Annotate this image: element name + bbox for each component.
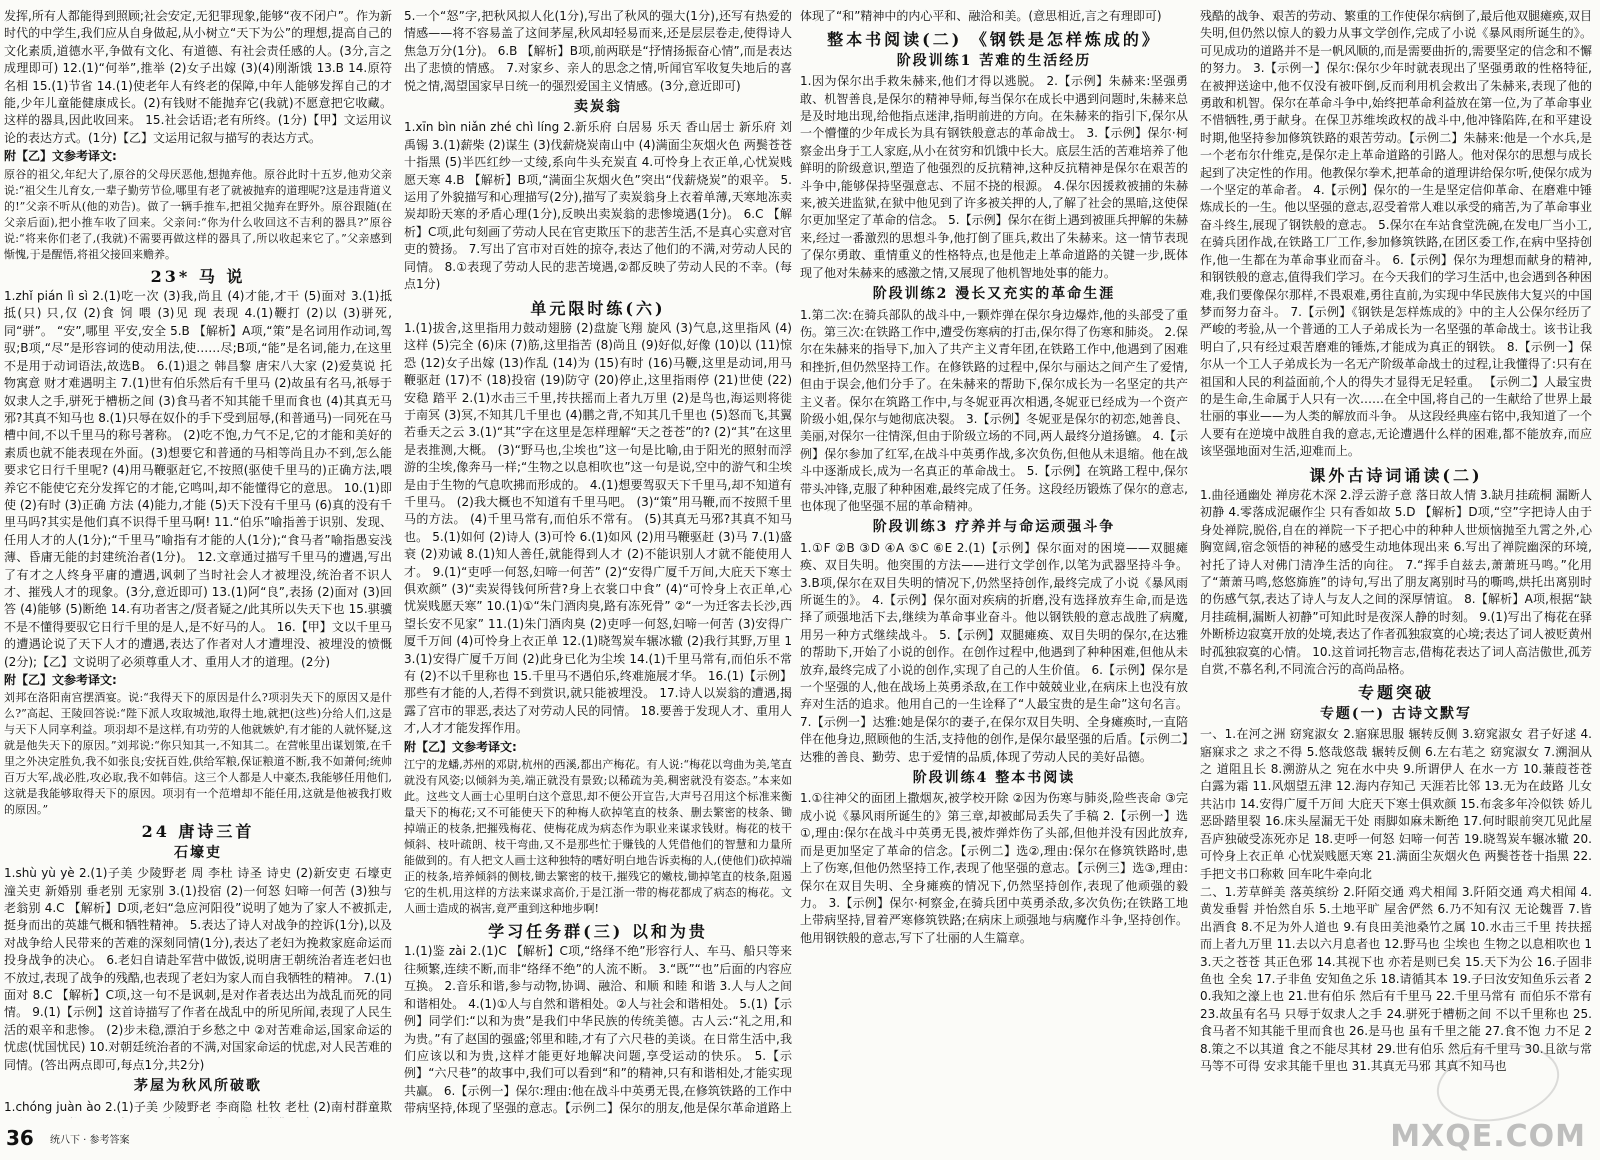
translation-label: 附【乙】文参考译文:	[4, 673, 117, 687]
answer-text: 一、1.在河之洲 窈窕淑女 2.寤寐思服 辗转反侧 3.窈窕淑女 君子好逑 4.寤寐求之 求之不得 5.悠哉悠哉 辗转反侧 6.左右芼之 窈窕淑女 7.溯洄从之 道阻且长 8.溯游从之 宛在水中央 9.所谓伊人 在水一方 10.蒹葭苍苍 白露为霜 11.风烟望五津 12.海内存知己 天涯若比邻 13.无为在歧路 儿女共沾巾 14.安得广厦千万间 大庇天下寒士俱欢颜 15.布衾多年冷似铁 娇儿恶卧踏里裂 16.床头屋漏无干处 雨脚如麻未断绝 17.何时眼前突兀见此屋 吾庐独破受冻死亦足 18.吏呼一何怒 妇啼一何苦 19.晓驾炭车辗冰辙 20.可怜身上衣正单 心忧炭贱愿天寒 21.满面尘灰烟火色 两鬓苍苍十指黑 22.手把文书口称敕 回车叱牛牵向北	[1200, 727, 1592, 881]
translation-label: 附【乙】文参考译文:	[4, 149, 117, 164]
answer-text: 1.①往神父的面团上撒烟灰,被学校开除 ②因为伤寒与肺炎,险些丧命 ③完成小说《暴风雨所诞生的》第三章,却被邮局丢失了手稿 2.【示例一】选①,理由:保尔在战斗中英勇无畏,被炸弹炸伤了头部,但他并没有因此放弃,而是更加坚定了革命的信念。【示例二】选②,理由:保尔在修筑铁路时,患上了伤寒,但他仍然坚持工作,表现了他坚强的意志。【示例三】选③,理由:保尔在双目失明、全身瘫痪的情况下,仍然坚持创作,表现了他顽强的毅力。 3.【示例】保尔·柯察金,在骑兵团中英勇杀敌,多次负伤;在铁路工地上带病坚持,冒着严寒修筑铁路;在病床上顽强地与病魔作斗争,坚持创作。他用钢铁般的意志,写下了壮丽的人生篇章。	[800, 791, 1188, 945]
poem-title: 石壕吏	[174, 844, 222, 861]
book-reading-title: 整本书阅读(二) 《钢铁是怎样炼成的》	[827, 30, 1161, 50]
stage-title: 阶段训练4 整本书阅读	[912, 770, 1076, 787]
special-topic-title: 专题突破	[1357, 683, 1434, 703]
answer-text: 1.曲径通幽处 禅房花木深 2.浮云游子意 落日故人情 3.缺月挂疏桐 漏断人初静 4.零落成泥碾作尘 只有香如故 5.D 【解析】D项,“空”字把诗人由于身处禅院,脱俗,自在的禅院一下子把心中的种种人世烦恼抛至九霄之外,心胸宽阔,宿念领悟的神秘的感受生动地体现出来 6.写出了禅院幽深的环境,衬托了诗人对佛门清净生活的向往。 7.“挥手自兹去,萧萧班马鸣。”化用了“萧萧马鸣,悠悠旆旌”的诗句,写出了朋友离别时马的嘶鸣,烘托出离别时的伤感气氛,表达了诗人与友人之间的深厚情谊。 8.【解析】A项,根据“缺月挂疏桐,漏断人初静”可知此时是夜深人静的时刻。 9.(1)写出了梅花在驿外断桥边寂寞开放的处境,表达了作者孤独寂寞的心境;表达了词人被贬黄州时孤独寂寞的心情。 10.这首词托物言志,借梅花表达了词人高洁傲世,孤芳自赏,不慕名利,不同流合污的高尚品格。	[1200, 487, 1592, 677]
column-1	[4, 8, 392, 1118]
column-3	[800, 8, 1188, 1118]
translation-text: 原谷的祖父,年纪大了,原谷的父母厌恶他,想抛弃他。原谷此时十五岁,他劝父亲说:“祖父生儿育女,一辈子勤劳节俭,哪里有老了就被抛弃的道理呢?这是违背道义的!”父亲不听从(他的劝告)。做了一辆手推车,把祖父抛弃在野外。原谷跟随(在父亲后面),把小推车收了回来。父亲问:“你为什么收回这不吉利的器具?”原谷说:“将来你们老了,(我就)不需要再做这样的器具了,所以收起来它了。”父亲感到惭愧,于是醒悟,将祖父接回来赡养。	[4, 167, 392, 261]
topic-subtitle: 专题(一) 古诗文默写	[1319, 705, 1473, 722]
poetry-reading-title: 课外古诗词诵读(二)	[1309, 465, 1483, 485]
stage-title: 阶段训练3 疗养并与命运顽强斗争	[872, 519, 1116, 536]
lesson-title-23: 23* 马 说	[150, 266, 246, 286]
poem-title: 茅屋为秋风所破歌	[134, 1078, 262, 1095]
answer-text: 二、1.芳草鲜美 落英缤纷 2.阡陌交通 鸡犬相闻 3.阡陌交通 鸡犬相闻 4.黄发垂髫 并怡然自乐 5.土地平旷 屋舍俨然 6.乃不知有汉 无论魏晋 7.皆出酒食 8.不足为外人道也 9.有良田美池桑竹之属 10.水击三千里 抟扶摇而上者九万里 11.去以六月息者也 12.野马也 尘埃也 生物之以息相吹也 13.天之苍苍 其正色邪 14.其视下也 亦若是则已矣 15.天下为公 16.子固非鱼也 全矣 17.子非鱼 安知鱼之乐 18.请循其本 19.子曰汝安知鱼乐云者 20.我知之濠上也 21.世有伯乐 然后有千里马 22.千里马常有 而伯乐不常有 23.故虽有名马 只辱于奴隶人之手 24.骈死于槽枥之间 不以千里称也 25.食马者不知其能千里而食也 26.是马也 虽有千里之能 27.食不饱 力不足 28.策之不以其道 食之不能尽其材 29.世有伯乐 然后有千里马 30.且欲与常马等不可得 安求其能千里也 31.其真无马邪 其真不知马也	[1200, 884, 1592, 1073]
answer-text: 1.(1)鉴 zài 2.(1)C 【解析】C项,“络绎不绝”形容行人、车马、船只等来往频繁,连续不断,而非“络绎不绝”的人流不断。 3.“既”“也”后面的内容应互换。 2.音乐和谐,参与动物,协调、融洽、和顺 和睦 和谐 3.人与人之间和谐相处。 4.(1)①人与自然和谐相处。②人与社会和谐相处。 5.(1)【示例】同学们:“以和为贵”是我们中华民族的传统美德。古人云:“礼之用,和为贵。”有了赵国的强盛;邻里和睦,才有了六尺巷的美谈。在日常生活中,我们应该以和为贵,这样才能更好地解决问题,享受运动的快乐。 5.【示例】“六尺巷”的故事中,我们可以看到“和”的精神,只有和谐相处,才能实现共赢。 6.【示例一】保尔:理由:他在战斗中英勇无畏,在修筑铁路的工作中带病坚持,体现了坚强的意志。【示例二】保尔的朋友,他是保尔革命道路上	[404, 944, 792, 1116]
answer-text: 5.一个“怒”字,把秋风拟人化(1分),写出了秋风的强大(1分),还写有热爱的情感——将不容易盖了这间茅屋,秋风却轻易而来,还是层层卷走,使得诗人焦急万分(1分)。 6.B 【解析】B项,前两联是“抒情扬振奋心情”,而是表达出了悲愤的情感。 7.对家乡、亲人的思念之情,听闻官军收复失地后的喜悦之情,渴望国家早日统一的强烈爱国主义情感。(3分,意近即可)	[404, 9, 792, 93]
answer-text: 1.①F ②B ③D ④A ⑤C ⑥E 2.(1)【示例】保尔面对的困境——双腿瘫痪、双目失明。他突围的方法——进行文学创作,以笔为武器坚持斗争。 3.B项,保尔在双目失明的情况下,仍然坚持创作,最终完成了小说《暴风雨所诞生的》。 4.【示例】保尔面对疾病的折磨,没有选择放弃生命,而是选择了顽强地活下去,继续为革命事业奋斗。他以钢铁般的意志战胜了病魔,用另一种方式继续战斗。 5.【示例】双腿瘫痪、双目失明的保尔,在达雅的帮助下,开始了小说的创作。在创作过程中,他遇到了种种困难,但他从未放弃,最终完成了小说的创作,实现了自己的人生价值。 6.【示例】保尔是一个坚强的人,他在战场上英勇杀敌,在工作中兢兢业业,在病床上也没有放弃对生活的追求。他用自己的一生诠释了“人最宝贵的是生命”这句名言。 7.【示例一】达雅:她是保尔的妻子,在保尔双目失明、全身瘫痪时,一直陪伴在他身边,照顾他的生活,支持他的创作,是保尔最坚强的后盾。【示例二】达雅的善良、勤劳、忠于爱情的品质,体现了劳动人民的美好品德。	[800, 540, 1188, 764]
translation-text: 江宁的龙蟠,苏州的邓尉,杭州的西溪,都出产梅花。有人说:“梅花以弯曲为美,笔直就没有风姿;以倾斜为美,端正就没有景致;以稀疏为美,稠密就没有姿态。”本来如此。这些文人画士心里明白这个意思,却不便公开宣告,大声号召用这个标准来衡量天下的梅花;又不可能使天下的种梅人砍掉笔直的枝条、删去繁密的枝条、锄掉端正的枝条,把摧残梅花、使梅花成为病态作为职业来谋求钱财。梅花的枝干倾斜、枝叶疏朗、枝干弯曲,又不是那些忙于赚钱的人凭借他们的智慧和力量所能做到的。有人把文人画士这种独特的嗜好明白地告诉卖梅的人,(使他们)砍掉端正的枝条,培养倾斜的侧枝,锄去繁密的枝干,摧残它的嫩枝,锄掉笔直的枝条,阻遏它的生机,用这样的方法来谋求高价,于是江浙一带的梅花都成了病态的梅花。文人画士造成的祸害,竟严重到这种地步啊!	[404, 758, 792, 916]
page-number: 36	[6, 1126, 34, 1150]
answer-text: 体现了“和”精神中的内心平和、融洽和美。(意思相近,言之有理即可)	[800, 9, 1162, 23]
task-group-title: 学习任务群(三) 以和为贵	[488, 922, 708, 942]
poem-title: 卖炭翁	[574, 99, 622, 116]
column-2	[404, 8, 792, 1118]
stage-title: 阶段训练1 苦难的生活经历	[896, 52, 1092, 69]
lesson-title-24: 24 唐诗三首	[141, 822, 255, 842]
answer-text: 发挥,所有人都能得到照顾;社会安定,无犯罪现象,能够“夜不闭户”。作为新时代的中学生,我们应从自身做起,从小树立“天下为公”的理想,提高自己的文化素质,道德水平,争做有文化、有道德、有社会责任感的人。(3分,言之成理即可) 12.(1)“何举”,推举 (2)女子出嫁 (3)(4)刚渐饿 13.B 14.原符名相 15.(1)节省 14.(1)使老年人有终老的保障,中年人能够发挥自己的才能,少年儿童能健康成长。(2)有钱财不能抛弃它(我就)不愿意把它收藏。这样的器具,因此收回来。 15.社会话语;老有所终。(1分)【甲】文运用议论的表达方式。(1分)【乙】文运用记叙与描写的表达方式。	[4, 9, 392, 145]
answer-text: 1.zhǐ pián lì sì 2.(1)吃一次 (3)我,尚且 (4)才能,才干 (5)面对 3.(1)抵 抵(只) 只,仅 (2)食 饲 喂 (3)见 现 表现 4.(1)鞭打 (2)以 (3)骈死,同“骈”。 “安”,哪里 平安,安全 5.B 【解析】A项,“策”是名词用作动词,驾驭;B项,“尽”是形容词的使动用法,使……尽;B项,“能”是名词,能力,在这里不是用于动词语法,故选B。 6.(1)退之 韩昌黎 唐宋八大家 (2)爱莫说 托物寓意 财才难遇明主 7.(1)世有伯乐然后有千里马 (2)故虽有名马,祇辱于奴隶人之手,骈死于槽枥之间 (3)食马者不知其能千里而食也 (4)其真无马邪?其真不知马也 8.(1)只辱在奴仆的手下受到屈辱,(和普通马)一同死在马槽中间,不以千里马的称号著称。 (2)吃不饱,力气不足,它的才能和美好的素质也就不能表现在外面。(3)想要它和普通的马相等尚且办不到,怎么能要求它日行千里呢? (4)用马鞭驱赶它,不按照(驱使千里马的)正确方法,喂养它不能使它充分发挥它的才能,它鸣叫,却不能懂得它的意思。 10.(1)即使 (2)有时 (3)正确 方法 (4)能力,才能 (5)天下没有千里马 (6)真的没有千里马吗?其实是他们真不识得千里马啊! 11.“伯乐”喻指善于识别、发现、任用人才的人(1分);“千里马”喻指有才能的人(1分);“食马者”喻指愚妄浅薄、昏庸无能的封建统治者(1分)。 12.文章通过描写千里马的遭遇,写出了有才之人终身平庸的遭遇,讽刺了当时社会人才被埋没,统治者不识人才、摧残人才的现象。(3分,意近即可) 13.(1)阿“良”,表扬 (2)面对 (3)回答 (4)能够 (5)断绝 14.有功者害之/贤者疑之/此其所以失天下也 15.骐骥不是不懂得要驭它日行千里的是人,是不好马的人。 16.【甲】文以千里马的遭遇论说了天下人才的遭遇,表达了作者对人才遭埋没、被埋没的愤慨(2分);【乙】文说明了必须尊重人才、重用人才的道理。(2分)	[4, 289, 392, 669]
answer-text: 1.shù yù yè 2.(1)子美 少陵野老 周 李杜 诗圣 诗史 (2)新安吏 石壕吏 潼关吏 新婚别 垂老别 无家别 3.(1)投宿 (2)一何怒 妇啼一何苦 (3)独与老翁别 4.C 【解析】D项,老妇“急应河阳役”说明了她为了家人不被抓走,挺身而出的英雄气概和牺牲精神。 5.表达了诗人对战争的控诉(1分),以及对战争给人民带来的苦难的深刻同情(1分),表达了老妇为挽救家庭命运而投身战争的决心。 6.老妇自请赴军营中做饭,说明唐王朝统治者连老妇也不放过,表现了战争的残酷,也表现了老妇为家人而自我牺牲的精神。 7.(1)面对 8.C 【解析】C项,这一句不是讽刺,是对作者表达出为战乱而死的同情。 9.(1)【示例】这首诗描写了作者在战乱中的所见所闻,表现了人民生活的艰辛和悲惨。 (2)步未稳,漂泊于乡愁之中 ②对苦难命运,国家命运的忧虑(忧国忧民) 10.对朝廷统治者的不满,对国家命运的忧虑,对人民苦难的同情。(答出两点即可,每点1分,共2分)	[4, 866, 392, 1072]
answer-text: 1.(1)拔舍,这里指用力鼓动翅膀 (2)盘旋飞翔 旋风 (3)气息,这里指风 (4)这样 (5)完全 (6)床 (7)筋,这里指苦 (8)尚且 (9)好似,好像 (10)以 (11)惊恐 (12)女子出嫁 (13)作乱 (14)为 (15)有时 (16)马鞭,这里是动词,用马鞭驱赶 (17)不 (18)投宿 (19)防守 (20)停止,这里指雨停 (21)世使 (22)安稳 踏平 2.(1)水击三千里,抟扶摇而上者九万里 (2)是鸟也,海运则将徙于南冥 (3)冥,不知其几千里也 (4)鹏之背,不知其几千里也 (5)怒而飞,其翼若垂天之云 3.(1)“其”字在这里是怎样理解“天之苍苍”的? (2)“其”在这里是表推测,大概。 (3)“野马也,尘埃也”这一句是比喻,由于阳光的照射而浮游的尘埃,像奔马一样;“生物之以息相吹也”这一句是说,空中的游气和尘埃是由于生物的气息吹拂而形成的。 4.(1)想要驾驭天下千里马,却不知道有千里马。 (2)我大概也不知道有千里马吧。 (3)“策”用马鞭,而不按照千里马的方法。 (4)千里马常有,而伯乐不常有。 (5)其真无马邪?其真不知马也。 5.(1)如何 (2)诗人 (3)可怜 6.(1)如风 (2)用马鞭驱赶 (3)马 7.(1)盛衰 (2)劝诫 8.(1)知人善任,就能得到人才 (2)不能识别人才就不能使用人才。 9.(1)“吏呼一何怒,妇啼一何苦” (2)“安得广厦千万间,大庇天下寒士俱欢颜” (3)“卖炭得钱何所营?身上衣裳口中食” (4)“可怜身上衣正单,心忧炭贱愿天寒” 10.(1)①“朱门酒肉臭,路有冻死骨” ②“一为迁客去长沙,西望长安不见家” 11.(1)朱门酒肉臭 (2)吏呼一何怒,妇啼一何苦 (3)安得广厦千万间 (4)可怜身上衣正单 12.(1)晓驾炭车辗冰辙 (2)我行其野,万里 13.(1)安得广厦千万间 (2)此身已化为尘埃 14.(1)千里马常有,而伯乐不常有 (2)不以千里称也 15.千里马不遇伯乐,终难施展才华。 16.(1)【示例】那些有才能的人,若得不到赏识,就只能被埋没。 17.诗人以炭翁的遭遇,揭露了宫市的罪恶,表达了对劳动人民的同情。 18.要善于发现人才、重用人才,人才才能发挥作用。	[404, 320, 792, 736]
translation-text: 刘邦在洛阳南宫摆酒宴。说:“我得天下的原因是什么?项羽失天下的原因又是什么?”高起、王陵回答说:“陛下派人攻取城池,取得土地,就把(这些)分给人们,这是与天下人同享利益。项羽却不是这样,有功劳的人他就嫉妒,有才能的人就怀疑,这就是他失天下的原因。”刘邦说:“你只知其一,不知其二。在营帐里出谋划策,在千里之外决定胜负,我不如张良;安抚百姓,供给军粮,保证粮道不断,我不如萧何;统帅百万大军,战必胜,攻必取,我不如韩信。这三个人都是人中豪杰,我能够任用他们,这就是我能够取得天下的原因。项羽有一个范增却不能任用,这就是他被我打败的原因。”	[4, 691, 392, 817]
footer-label: 统八下 · 参考答案	[50, 1135, 130, 1146]
answer-text: 1.因为保尔出手救朱赫来,他们才得以逃脱。 2.【示例】朱赫来:坚强勇敢、机智善良,是保尔的精神导师,每当保尔在成长中遇到问题时,朱赫来总是及时地出现,给他指点迷津,指明前进的方向。在朱赫来的指引下,保尔从一个懵懂的少年成长为具有钢铁般意志的革命战士。 3.【示例】保尔·柯察金出身于工人家庭,从小在贫穷和饥饿中长大。底层生活的苦难培养了他鲜明的阶级意识,塑造了他强烈的反抗精神,这种反抗精神是保尔在艰苦的斗争中,能够保持坚强意志、不屈不挠的根源。 4.保尔因援救被捕的朱赫来,被关进监狱,在狱中他见到了许多被关押的人,了解了社会的黑暗,这使保尔更加坚定了革命的信念。 5.【示例】保尔在街上遇到被匪兵押解的朱赫来,经过一番激烈的思想斗争,他打倒了匪兵,救出了朱赫来。这一情节表现了保尔勇敢、重情重义的性格特点,也是他走上革命道路的关键一步,既体现了他对朱赫来的感激之情,又展现了他机智地处事的能力。	[800, 74, 1188, 280]
answer-text: 1.chóng juàn ào 2.(1)子美 少陵野老 李商隐 杜牧 老杜 (2)南村群童欺	[4, 1099, 392, 1114]
translation-label: 附【乙】文参考译文:	[404, 739, 517, 754]
answer-text: 1.第二次:在骑兵部队的战斗中,一颗炸弹在保尔身边爆炸,他的头部受了重伤。第三次:在铁路工作中,遭受伤寒病的打击,保尔得了伤寒和肺炎。 2.保尔在朱赫来的指导下,加入了共产主义青年团,在铁路工作中,他遇到了困难和挫折,但仍然坚持工作。在修铁路的过程中,保尔与丽达之间产生了爱情,但由于误会,他们分手了。在朱赫来的帮助下,保尔成长为一名坚定的共产主义者。保尔在筑路工作中,与冬妮亚再次相遇,冬妮亚已经成为一个资产阶级小姐,保尔与她彻底决裂。 3.【示例】冬妮亚是保尔的初恋,她善良、美丽,对保尔一往情深,但由于阶级立场的不同,两人最终分道扬镳。 4.【示例】保尔参加了红军,在战斗中英勇作战,多次负伤,但他从未退缩。他在战斗中逐渐成长,成为一名真正的革命战士。 5.【示例】在筑路工程中,保尔带头冲锋,克服了种种困难,最终完成了任务。这段经历锻炼了保尔的意志,也体现了他坚强不屈的革命精神。	[800, 307, 1188, 513]
column-4	[1200, 8, 1592, 1118]
watermark-logo: MXQE.COM	[1390, 1119, 1586, 1154]
answer-text: 1.xīn bìn niǎn zhé chì líng 2.新乐府 白居易 乐天 香山居士 新乐府 刘禹锡 3.(1)薪柴 (2)谋生 (3)伐薪烧炭南山中 (4)满面尘灰烟火色 两鬓苍苍十指黑 (5)半匹红纱一丈绫,系向牛头充炭直 4.可怜身上衣正单,心忧炭贱愿天寒 4.B 【解析】B项,“满面尘灰烟火色”突出“伐薪烧炭”的艰辛。 5.运用了外貌描写和心理描写(2分),描写了卖炭翁身上衣着单薄,天寒地冻卖炭却盼天寒的矛盾心理(1分),反映出卖炭翁的悲惨境遇(1分)。 6.C 【解析】C项,此句刻画了劳动人民在官吏欺压下的悲苦生活,不是真心实意对官吏的赞扬。 7.写出了宫市对百姓的掠夺,表达了他们的不满,对劳动人民的同情。 8.①表现了劳动人民的悲苦境遇,②都反映了劳动人民的不幸。(每点1分)	[404, 120, 792, 292]
unit-test-title: 单元限时练(六)	[530, 298, 666, 318]
answer-text: 残酷的战争、艰苦的劳动、繁重的工作使保尔病倒了,最后他双腿瘫痪,双目失明,但仍然以惊人的毅力从事文学创作,完成了小说《暴风雨所诞生的》。可见成功的道路并不是一帆风顺的,而是需要曲折的,需要坚定的信念和不懈的努力。 3.【示例一】保尔:保尔少年时就表现出了坚强勇敢的性格特征,在被押送途中,他不仅没有被吓倒,反而利用机会救出了朱赫来,表现了他的勇敢和机智。保尔在革命斗争中,始终把革命利益放在第一位,为了革命事业不惜牺牲,勇于献身。在保卫苏维埃政权的战斗中,他冲锋陷阵,在和平建设时期,他坚持参加修筑铁路的艰苦劳动。【示例二】朱赫来:他是一个水兵,是一个老布尔什维克,是保尔走上革命道路的引路人。他对保尔的思想与成长起到了决定性的作用。他教保尔拳术,把革命的道理讲给保尔听,使保尔成为一个坚定的革命者。 4.【示例】保尔的一生是坚定信仰革命、在磨难中锤炼成长的一生。他以坚强的意志,忍受着常人难以承受的痛苦,为了革命事业奋斗终生,展现了钢铁般的意志。 5.保尔在车站食堂洗碗,在发电厂当小工,在骑兵团作战,在铁路工厂工作,参加修筑铁路,在团区委工作,在病中坚持创作,他一生都在为革命事业而奋斗。 6.【示例】保尔为理想而献身的精神,和钢铁般的意志,值得我们学习。在今天我们的学习生活中,也会遇到各种困难,我们要像保尔那样,不畏艰难,勇往直前,为实现中华民族伟大复兴的中国梦而努力奋斗。 7.【示例】《钢铁是怎样炼成的》中的主人公保尔经历了严峻的考验,从一个普通的工人子弟成长为一名坚强的革命战士。该书让我明白了,只有经过艰苦磨难的锤炼,才能成为真正的钢铁。 8.【示例一】保尔从一个工人子弟成长为一名无产阶级革命战士的过程,让我懂得了:只有在祖国和人民的利益面前,个人的得失才显得无足轻重。 【示例二】人最宝贵的是生命,生命属于人只有一次……在全中国,将自己的一生献给了世界上最壮丽的事业——为人类的解放而斗争。 从这段经典座右铭中,我知道了一个人要有在逆境中战胜自我的意志,无论遭遇什么样的困难,都不能放弃,而应该坚强地面对生活,迎难而上。	[1200, 9, 1592, 459]
stage-title: 阶段训练2 漫长又充实的革命生涯	[872, 286, 1116, 303]
